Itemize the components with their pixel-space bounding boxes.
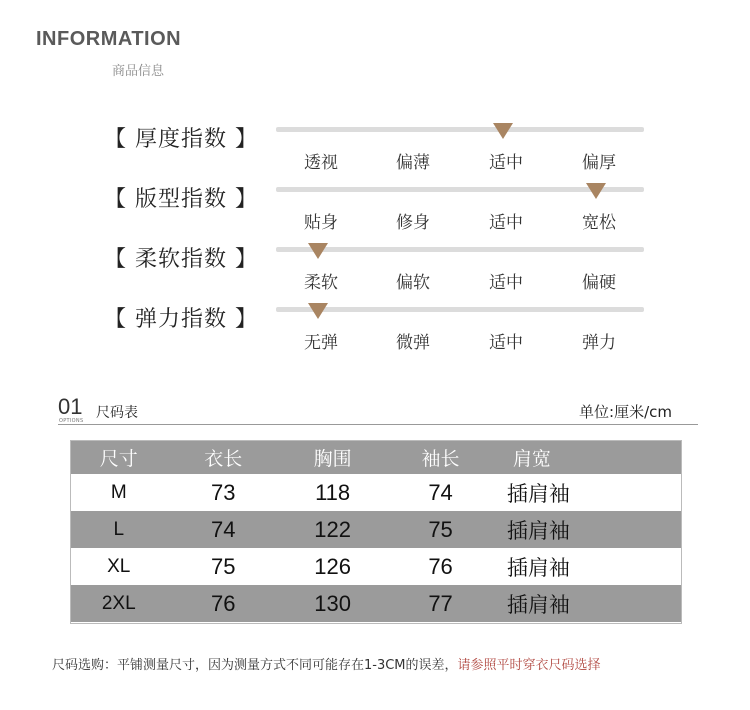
- section-divider: [58, 424, 698, 425]
- indicator-softness: [0, 230, 750, 293]
- indicator-label: 【 版型指数 】: [104, 187, 258, 212]
- table-cell: 插肩袖: [495, 548, 682, 585]
- indicator-marker-icon: [308, 243, 328, 259]
- indicator-option: 宽松: [582, 213, 616, 233]
- size-table: [70, 440, 682, 622]
- indicator-marker-icon: [586, 183, 606, 199]
- indicator-fit: [0, 170, 750, 233]
- table-cell: 76: [386, 548, 495, 585]
- indicator-marker-icon: [493, 123, 513, 139]
- section-number: 01: [58, 394, 83, 419]
- indicator-option: 适中: [489, 273, 523, 293]
- indicator-thickness: [0, 110, 750, 173]
- column-header: 袖长: [386, 440, 495, 474]
- indicator-option: 微弹: [396, 333, 430, 353]
- table-cell: 122: [279, 511, 386, 548]
- indicator-label: 【 柔软指数 】: [104, 247, 258, 272]
- table-row: [70, 585, 682, 622]
- table-cell: 2XL: [70, 585, 167, 622]
- indicator-option: 透视: [304, 153, 338, 173]
- table-cell: 76: [167, 585, 279, 622]
- table-cell: 118: [279, 474, 386, 511]
- column-header: 衣长: [167, 440, 279, 474]
- indicator-track: [276, 247, 644, 252]
- table-header-row: [70, 440, 682, 474]
- info-header: [36, 28, 182, 79]
- indicator-label: 【 厚度指数 】: [104, 127, 258, 152]
- footnote-highlight: 请参照平时穿衣尺码选择: [457, 658, 601, 673]
- indicator-option: 柔软: [304, 273, 338, 293]
- column-header: 胸围: [279, 440, 386, 474]
- indicator-option: 修身: [396, 213, 430, 233]
- table-row: [70, 548, 682, 585]
- section-number-subtitle: OPTIONS: [59, 418, 84, 424]
- table-cell: 126: [279, 548, 386, 585]
- size-unit-label: 单位:厘米/cm: [579, 403, 672, 421]
- table-cell: 75: [167, 548, 279, 585]
- column-header: 尺寸: [70, 440, 167, 474]
- indicator-option: 适中: [489, 213, 523, 233]
- table-cell: L: [70, 511, 167, 548]
- indicator-option: 适中: [489, 153, 523, 173]
- footnote-text: 尺码选购：平铺测量尺寸，因为测量方式不同可能存在1-3CM的误差，: [52, 658, 458, 673]
- indicator-option: 适中: [489, 333, 523, 353]
- indicator-option: 偏厚: [582, 153, 616, 173]
- table-row: [70, 474, 682, 511]
- table-cell: 77: [386, 585, 495, 622]
- table-row: [70, 511, 682, 548]
- indicator-option: 偏硬: [582, 273, 616, 293]
- indicator-label: 【 弹力指数 】: [104, 307, 258, 332]
- table-cell: 75: [386, 511, 495, 548]
- table-cell: M: [70, 474, 167, 511]
- header-title-cn: 商品信息: [112, 64, 165, 79]
- indicator-track: [276, 127, 644, 132]
- indicator-marker-icon: [308, 303, 328, 319]
- indicator-option: 偏软: [396, 273, 430, 293]
- indicator-option: 贴身: [304, 213, 338, 233]
- table-cell: 插肩袖: [495, 585, 682, 622]
- size-footnote: [52, 654, 601, 673]
- table-cell: 130: [279, 585, 386, 622]
- indicator-option: 无弹: [304, 333, 338, 353]
- indicator-elasticity: [0, 290, 750, 353]
- table-cell: XL: [70, 548, 167, 585]
- size-chart-title: 尺码表: [96, 405, 138, 421]
- column-header: 肩宽: [495, 440, 682, 474]
- size-section-header: [58, 394, 698, 428]
- header-title-en: INFORMATION: [36, 28, 182, 50]
- indicator-track: [276, 307, 644, 312]
- table-cell: 74: [386, 474, 495, 511]
- table-cell: 插肩袖: [495, 511, 682, 548]
- table-cell: 插肩袖: [495, 474, 682, 511]
- table-cell: 73: [167, 474, 279, 511]
- indicator-option: 弹力: [582, 333, 616, 353]
- indicator-option: 偏薄: [396, 153, 430, 173]
- table-cell: 74: [167, 511, 279, 548]
